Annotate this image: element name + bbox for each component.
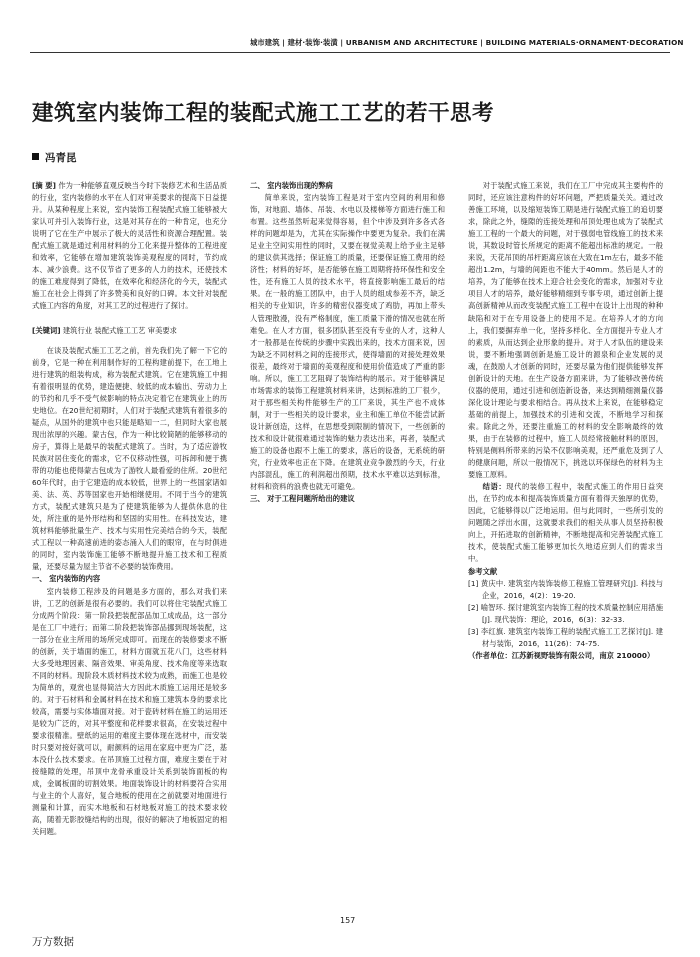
footer-logo: 万方数据 — [32, 936, 74, 948]
conclusion-label: 结语： — [482, 482, 507, 492]
header-rule — [30, 52, 670, 53]
section-2-heading: 二、 室内装饰出现的弊病 — [250, 181, 333, 190]
conclusion-text: 现代的装修工程中，装配式施工的作用日益突出，在节约成本和提高装饰质量方面有着得天独厚的优势，因此，它能够得以广泛地运用。但与此同时，一些所引发的问题随之浮出水面，这就要求我们的相关从事人员坚持积极向上，开拓进取的创新精神，不断地提高和完善装配式施工技术，使装配式施工能够更加长久地适应到人们的需求当中。 — [468, 482, 664, 564]
author-name: 冯青昆 — [45, 152, 77, 164]
column-1 — [32, 180, 227, 838]
section-3-heading: 三、 对于工程问题所给出的建议 — [250, 494, 355, 504]
abstract-text: 作为一种能够直观反映当今时下装修艺术和生活品质的行业，室内装修的水平在人们对审美要求的提高下日益提升。从某种程度上来说，室内装饰工程装配式施工能够被大家认可并引入装饰行业，这是对其存在的一种肯定，也充分说明了它在生产中展示了极大的灵活性和资源合理配置。装配式施工就是通过利用材料的分工化来提升整体的工程进度和效率，它能够在增加建筑装饰美观程度的同时，节约成本、减少浪费。这不仅节省了更多的人力的技术，还使技术的施工难度得到了降低，在效率化和经济化的今天，装配式施工在社会上得到了许多赞美和良好的口碑。本文针对装配式施工内容的角度，对其工艺的过程进行了探讨。 — [32, 181, 227, 311]
column-3 — [468, 180, 663, 662]
author-line — [32, 150, 77, 165]
article-title: 建筑室内装饰工程的装配式施工工艺的若干思考 — [32, 101, 495, 126]
reference-item: [1] 黄庆中. 建筑室内装饰装修工程施工管理研究[J]. 科技与企业，2016，4(2)：19-20. — [468, 578, 663, 600]
section-3-paragraph: 对于装配式施工来说，我们在工厂中完成其主要构件的同时，还应该注意构件的好坏问题，严把质量关关。通过改善施工环境，以及缩短装饰工期是进行装配式施工的追切要求，除此之外，缝隙的连接处理和吊顶处理也成为了装配式施工工程的一个最大的问题，对于强弱电管线施工的技术来说，其数设时管长所规定的距离不能超出标准的规定。一般来说，天花吊顶的吊杆距离应该在大致在1m左右，最多不能超出1.2m，与墙的间距也不能大于40mm。然后是人才的培养，为了能够在技术上迎合社会变化的需求，加强对专业项目人才的培养，最好能够精细到专事专项，通过创新上提高创新精神从而改变装配式施工工程中在设计上出现的种种缺陷和对于在专用设备上的使用不足。在培养人才的方向上，我们要摒弃单一化，坚持多样化、全方面提升专业人才的素质，从而达到企业形象的提升。对于人才队伍的建设来说，要不断地强调创新是施工设计的源泉和企业发展的灵魂，在鼓励人才创新的同时，还要尽量为他们提供能够发挥创新设计的天地。在生产设备方面来讲，为了能够改善传统仪器的使用，通过引进和创造新设备，来达到精细测量仪器深化设计理论与要求相结合。再从技术上来说，在能够稳定基础的前提上，加强技术的引进和交流，不断地学习和探索。除此之外，还要注重施工的材料的安全影响最终的效果，由于在装修的过程中，施工人员经常接触材料的原因，特别是侧料所带来的污染不仅影响美观，还严重危及到了人的健康问题，所以一般情况下，挑选以环保绿色的材料为主要施工原料。 — [468, 181, 663, 480]
reference-item: [3] 李红旗. 建筑室内装饰工程的装配式施工工艺探讨[J]. 建材与装饰，2016，11(26)：74-75. — [468, 626, 663, 648]
conclusion — [468, 481, 663, 565]
keywords — [32, 325, 227, 337]
intro-paragraph: 在谈及装配式施工工艺之前，首先我们先了解一下它的前身，它是一种在利用制作好的工程构建前提下，在工地上进行建筑的组装构成，称为装配式建筑。它在建筑施工中拥有着很明显的优势，建造便捷、较低的成本输出、劳动力上的节约和几乎不受气候影响的特点决定着它在建筑业上的历史地位。在20世纪初期时，人们对于装配式建筑有着很多的疑点，从国外的建筑中也只能是略知一二，但同时大家也展现出浓厚的兴趣。蒙古包，作为一种比较简陋的能够移动的房子，算得上是最早的装配式建筑了。当时，为了适应游牧民族对居住变化的需求，它不仅移动性强，可拆卸和便于携带的功能也使得蒙古包成为了游牧人最看爱的住所。20世纪60年代时，由于它建造的成本较低，世界上的一些国家诸如美、法、英、苏等国家也开始相继使用。不同于当今的建筑方式，装配式建筑只是为了使建筑能够为人提供休息的住处，所注重的是外形结构和坚固的实用性。在科技发达，建筑材料能够批量生产、技术与实用性完美结合的今天，装配式工程以一种高速前进的姿态涌入人们的眼帘，在与时俱进的同时，室内装饰施工能够不断地提升施工技术和工程质量，还要尽量为屋主节省不必要的装饰费用。 — [32, 345, 227, 572]
section-2-paragraph: 简单来说，室内装饰工程是对于室内空间的利用和修饰，对地面、墙体、吊装、水电以及楼梯等方面进行施工和布置。这些虽然听起来觉得容易，但个中涉及到许多各式各样的问题却是为，尤其在实际操作中要更为复杂。我们在满足业主空间实用性的同时，又要在视觉美观上给予业主足够的建议供其选择；保证施工的质量，还要保证施工费用的经济性；材料的好坏，是否能够在施工周期将持环保性和安全性，还有施工人员的技术水平，将直接影响施工最后的结果。在一般的施工团队中，由于人员的组成参差不齐，缺乏相关的专业知识，许多的精密仪器变成了鸡肋，再加上带头人管理散漫，没有严格制度，施工质量下滑的情况也就在所难免。在人才方面，很多团队甚至没有专业的人才，这种人才一般都是在传统的步骤中实践出来的，技术方面来说，因为缺乏不同材料之间的连接形式，使得墙面的对接处理效果很差，最终对于墙面的美观程度和使用价值造成了严重的影响。所以，施工工艺阻碍了装饰结构的展示。对于能够满足市场需求的装饰工程建筑材料来讲，达到标准的工厂很少，对于那些相关构件能够生产的工厂来说，其生产也不成体制，对于一些相关的设计要求，业主和施工单位不能尝试新设计新创造，这样，在思想受到限制的情况下，一些创新的技术和设计就很难通过装饰的魅力表达出来，再者，装配式施工的设备也跟不上施工的要求，落后的设备，无系统的研究，行业效率也正在下降。在建筑业竞争激烈的今天，行业内部混乱，施工的利润超出预期，技术水平难以达到标准，材料和资料的浪费也就无可避免。 — [250, 193, 445, 492]
author-affiliation: （作者单位：江苏新视野装饰有限公司，南京 210000） — [468, 650, 655, 660]
keywords-label: [关键词] — [32, 325, 61, 335]
references-heading: 参考文献 — [468, 566, 498, 576]
square-bullet-icon — [32, 153, 39, 160]
column-2 — [250, 180, 445, 505]
section-1-heading: 一、 室内装饰的内容 — [32, 574, 101, 584]
reference-item: [2] 喻智环. 探讨建筑室内装饰工程的技术质量控制应用措施[J]. 现代装饰：理论，2016，6(3)：32-33. — [468, 602, 663, 624]
section-1-paragraph: 室内装修工程涉及的问题是多方面的，那么对我们来讲，工艺的创新是很有必要的。我们可以将住宅装配式施工分成两个阶段：第一阶段把装配部品加工成成品，这一部分是在工厂中进行；而第二阶段把装饰部品挪到现场装配，这一部分在业主所用的场所完成即可。而现在的装修要求不断的创新，关于墙面的施工，材料方面就五花八门，这些材料大多受地理因素、隔音效果、审美角度、技术角度等来选取不同的材料。现阶段木质材料技术较为成熟，而施工也是较为简单的，观赏也显得简洁大方因此木质施工运用还是较多的。对于石材料和金属材料在技术和施工建筑本身的要求比较高，需要与实体墙面对接。对于瓷砖材料在施工的运用还是较为广泛的，对其平整度和花样要求很高，在安装过程中要求很精准。壁纸的运用的难度主要体现在选材中，而安装时只要对接好就可以，耐颜料的运用在家庭中更为广泛，基本没什么技术要求。在吊顶施工过程方面，难度主要在于对接缝隙的处理，吊顶中龙骨承重设计关系到装饰面板的构成，金属板面的切割效果。地面装饰设计的材料要符合实用与业主的个人喜好，复合地板的使用在之前就要对地面进行测量和计算，而实木地板和石材地板对施工的技术要求较高，随着无影胶缝结构的出现，很好的解决了地板固定的相关问题。 — [32, 586, 227, 837]
running-head: 城市建筑 | 建材·装饰·装潢 | URBANISM AND ARCHITECTURE | BUILDING MATERIALS·ORNAMENT·DECORATION — [250, 38, 684, 47]
keywords-text: 建筑行业 装配式施工工艺 审美要求 — [62, 325, 177, 335]
abstract-label: [摘 要] — [32, 181, 56, 190]
abstract — [32, 180, 227, 313]
page-number: 157 — [340, 916, 356, 925]
